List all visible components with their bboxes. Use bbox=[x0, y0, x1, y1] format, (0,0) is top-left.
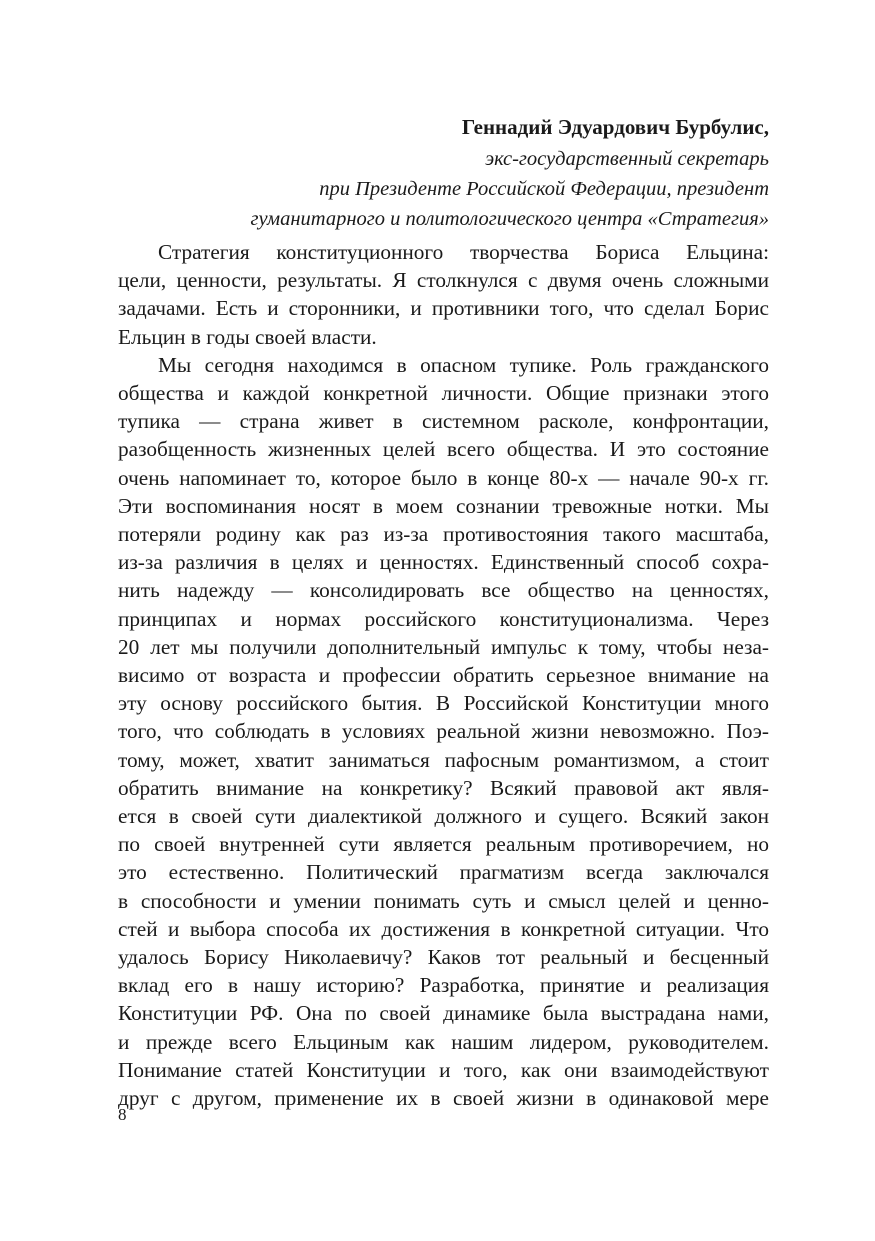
author-role-line: при Президенте Российской Федерации, президент bbox=[319, 178, 769, 200]
author-role bbox=[118, 144, 769, 234]
text-line: общества и каждой конкретной личности. Общие признаки этого bbox=[118, 381, 769, 406]
paragraph bbox=[118, 238, 769, 351]
text-line: Мы сегодня находимся в опасном тупике. Роль гражданского bbox=[158, 352, 769, 377]
text-line: Конституции РФ. Она по своей динамике была выстрадана нами, bbox=[118, 1001, 769, 1026]
text-line: друг с другом, применение их в своей жизни в одинаковой мере bbox=[118, 1086, 769, 1111]
text-line: принципах и нормах российского конституционализма. Через bbox=[118, 606, 769, 631]
author-name: Геннадий Эдуардович Бурбулис, bbox=[461, 115, 769, 139]
text-line: по своей внутренней сути является реальным противоречием, но bbox=[118, 832, 769, 857]
text-line: тупика — страна живет в системном расколе, конфронтации, bbox=[118, 409, 769, 434]
text-line: 20 лет мы получили дополнительный импульс к тому, чтобы неза- bbox=[118, 634, 769, 659]
text-line: очень напоминает то, которое было в конце 80-х — начале 90-х гг. bbox=[118, 465, 769, 490]
page-number: 8 bbox=[118, 1105, 127, 1124]
text-line: обратить внимание на конкретику? Всякий правовой акт явля- bbox=[118, 775, 769, 800]
text-line: цели, ценности, результаты. Я столкнулся с двумя очень сложными bbox=[118, 268, 769, 293]
text-line: висимо от возраста и профессии обратить серьезное внимание на bbox=[118, 663, 769, 688]
text-line: Эти воспоминания носят в моем сознании тревожные нотки. Мы bbox=[118, 493, 769, 518]
page-content bbox=[118, 112, 769, 1112]
text-line: нить надежду — консолидировать все общество на ценностях, bbox=[118, 578, 769, 603]
text-line: разобщенность жизненных целей всего общества. И это состояние bbox=[118, 437, 769, 462]
paragraph bbox=[118, 351, 769, 1112]
author-block bbox=[118, 112, 769, 234]
text-line: вклад его в нашу историю? Разработка, принятие и реализация bbox=[118, 973, 769, 998]
text-line: из-за различия в целях и ценностях. Единственный способ сохра- bbox=[118, 550, 769, 575]
text-line: задачами. Есть и сторонники, и противники того, что сделал Борис bbox=[118, 296, 769, 321]
text-line: того, что соблюдать в условиях реальной жизни невозможно. Поэ- bbox=[118, 719, 769, 744]
author-role-line: гуманитарного и политологического центра «Стратегия» bbox=[250, 208, 769, 230]
text-line: эту основу российского бытия. В Российской Конституции много bbox=[118, 691, 769, 716]
text-line: и прежде всего Ельциным как нашим лидером, руководителем. bbox=[118, 1029, 769, 1054]
text-line: стей и выбора способа их достижения в конкретной ситуации. Что bbox=[118, 916, 769, 941]
text-line: удалось Борису Николаевичу? Каков тот реальный и бесценный bbox=[118, 945, 769, 970]
text-line: тому, может, хватит заниматься пафосным романтизмом, а стоит bbox=[118, 747, 769, 772]
text-line: Понимание статей Конституции и того, как они взаимодействуют bbox=[118, 1057, 769, 1082]
text-line: ется в своей сути диалектикой должного и сущего. Всякий закон bbox=[118, 804, 769, 829]
text-line: в способности и умении понимать суть и смысл целей и ценно- bbox=[118, 888, 769, 913]
text-line: Ельцин в годы своей власти. bbox=[118, 324, 377, 349]
text-line: Стратегия конституционного творчества Бориса Ельцина: bbox=[158, 240, 769, 264]
body-text bbox=[118, 238, 769, 1112]
author-role-line: экс-государственный секретарь bbox=[485, 148, 769, 170]
text-line: это естественно. Политический прагматизм всегда заключался bbox=[118, 860, 769, 885]
text-line: потеряли родину как раз из-за противостояния такого масштаба, bbox=[118, 522, 769, 547]
